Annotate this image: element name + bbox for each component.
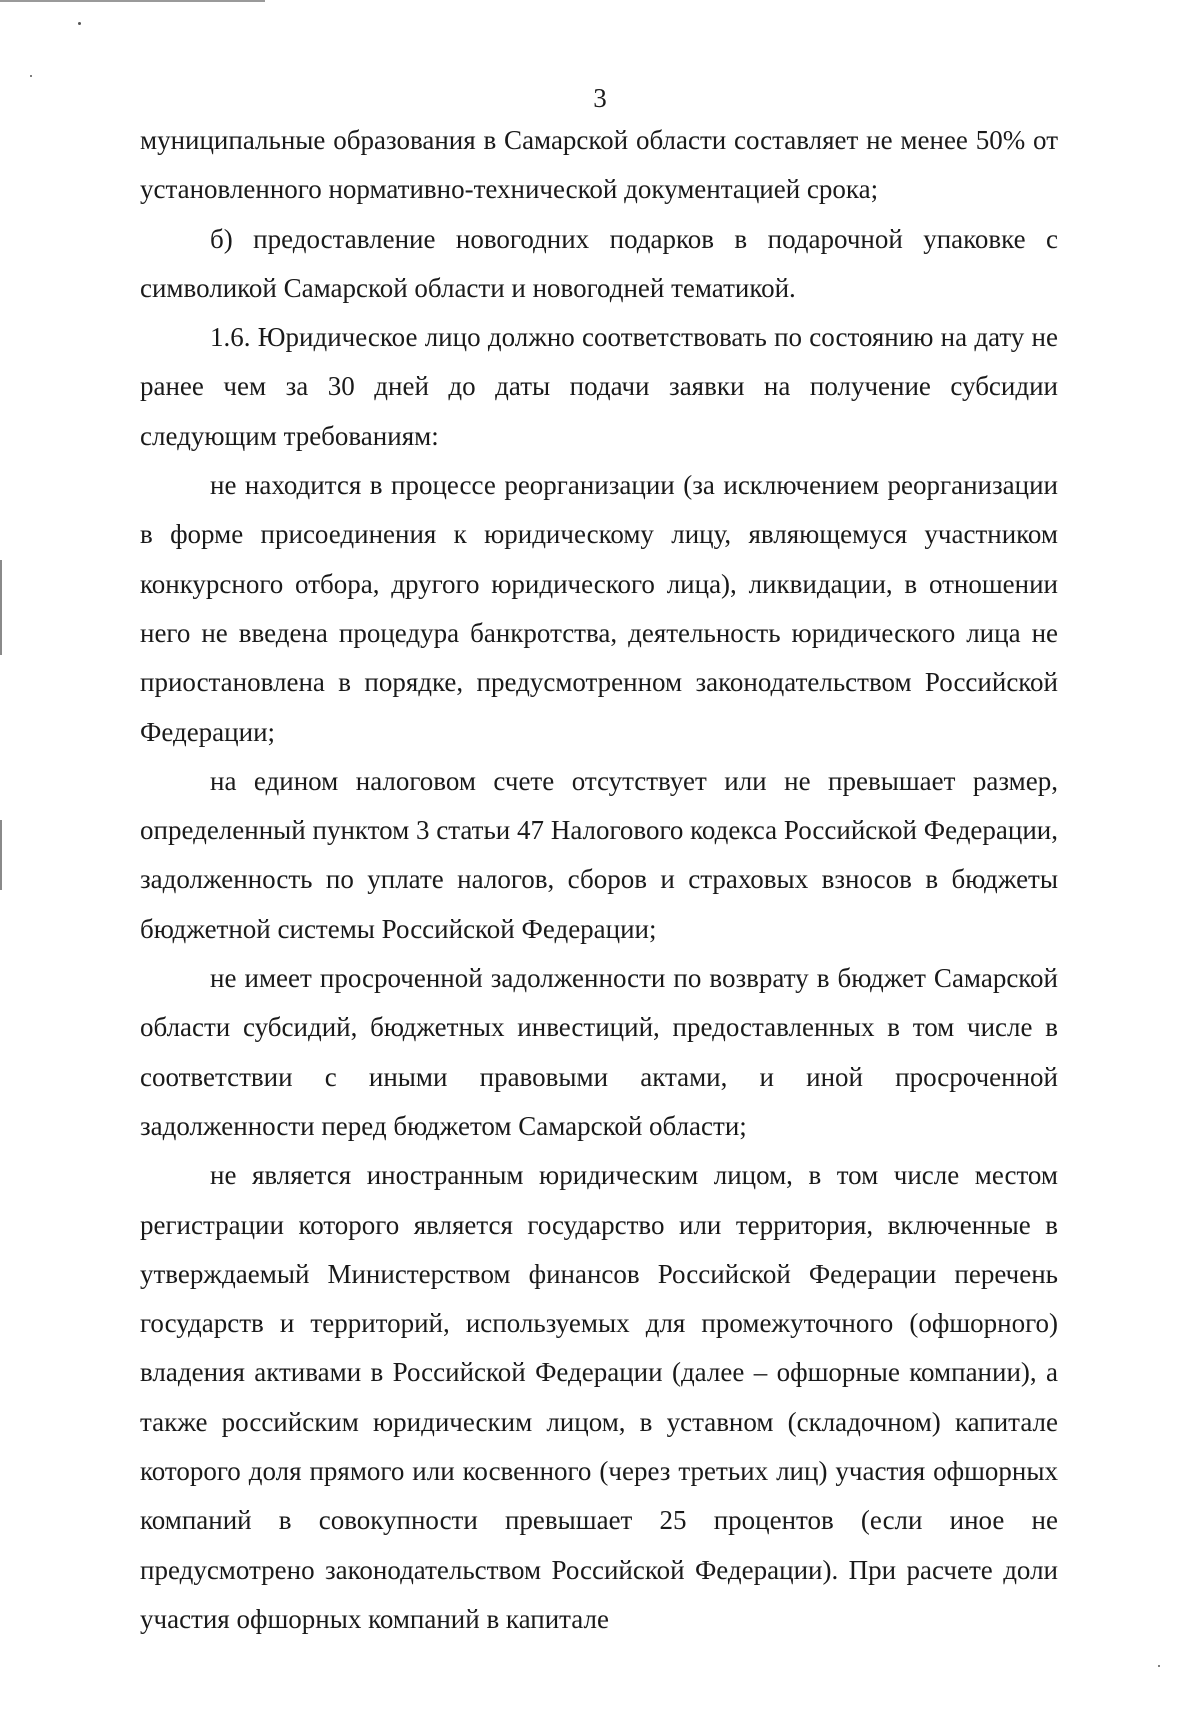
scan-edge-mark <box>0 820 2 890</box>
document-body <box>140 116 1058 1644</box>
paragraph-4: не находится в процессе реорганизации (за исключением реорганизации в форме присоединения к юридическому лицу, являющемуся участником конкурсного отбора, другого юридического лица), ликвидации, в отношении него не введена процедура банкротства, деятельность юридического лица не приостановлена в порядке, предусмотренном законодательством Российской Федерации; <box>140 470 1058 747</box>
scan-speck <box>1158 1665 1160 1667</box>
paragraph-5: на едином налоговом счете отсутствует или не превышает размер, определенный пунктом 3 статьи 47 Налогового кодекса Российской Федерации, задолженность по уплате налогов, сборов и страховых взносов в бюджеты бюджетной системы Российской Федерации; <box>140 765 1058 944</box>
paragraph-2: б) предоставление новогодних подарков в подарочной упаковке с символикой Самарской области и новогодней тематикой. <box>140 223 1058 303</box>
paragraph-6: не имеет просроченной задолженности по возврату в бюджет Самарской области субсидий, бюджетных инвестиций, предоставленных в том числе в соответствии с иными правовыми актами, и иной просроченной задолженности перед бюджетом Самарской области; <box>140 963 1058 1141</box>
scan-edge-mark <box>0 0 265 2</box>
scan-speck <box>30 75 32 77</box>
scan-edge-mark <box>0 560 2 655</box>
paragraph-1: муниципальные образования в Самарской области составляет не менее 50% от установленного нормативно-технической документацией срока; <box>140 125 1058 205</box>
paragraph-3: 1.6. Юридическое лицо должно соответствовать по состоянию на дату не ранее чем за 30 дней до даты подачи заявки на получение субсидии следующим требованиям: <box>140 322 1058 451</box>
paragraph-7: не является иностранным юридическим лицом, в том числе местом регистрации которого является государство или территория, включенные в утверждаемый Министерством финансов Российской Федерации перечень государств и территорий, используемых для промежуточного (офшорного) владения активами в Российской Федерации (далее – офшорные компании), а также российским юридическим лицом, в уставном (складочном) капитале которого доля прямого или косвенного (через третьих лиц) участия офшорных компаний в совокупности превышает 25 процентов (если иное не предусмотрено законодательством Российской Федерации). При расчете доли участия офшорных компаний в капитале <box>140 1160 1058 1634</box>
scan-speck <box>78 22 81 25</box>
page-number: 3 <box>593 83 607 113</box>
